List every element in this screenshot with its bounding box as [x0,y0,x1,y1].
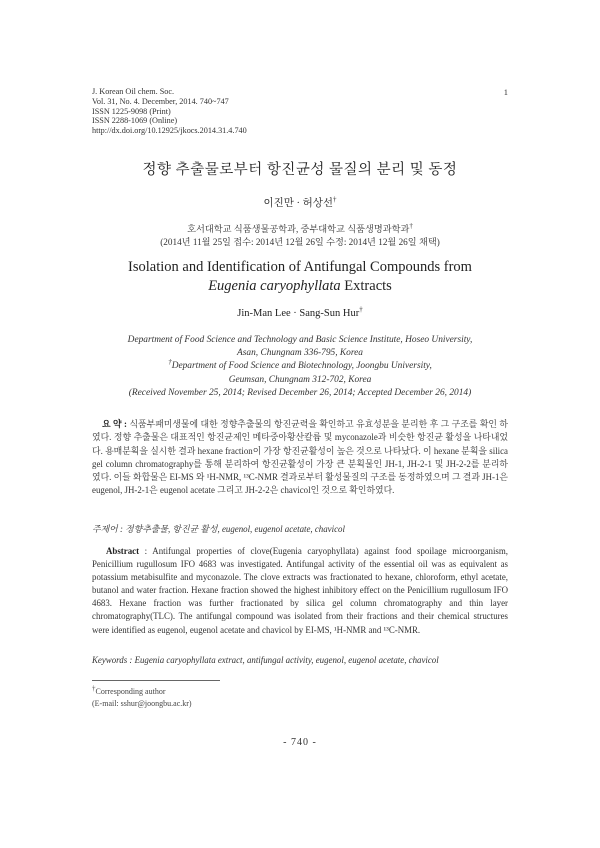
title-korean: 정향 추출물로부터 항진균성 물질의 분리 및 동정 [142,162,458,178]
abstract-korean [92,418,508,498]
issn-print: ISSN 1225-9098 (Print) [92,106,171,116]
affiliation-en-mark: † [168,358,172,367]
affiliation-en-line2: Asan, Chungnam 336-795, Korea [237,348,363,359]
issn-online: ISSN 2288-1069 (Online) [92,116,178,126]
affiliation-en-line3: Department of Food Science and Biotechnology, Joongbu University, [171,361,432,372]
affiliation-korean [0,223,600,248]
affiliation-en-line4: Geumsan, Chungnam 312-702, Korea [228,374,372,385]
footnote-mark: † [92,684,96,693]
keywords-english: Keywords : Eugenia caryophyllata extract, antifungal activity, eugenol, eugenol acetate, chavicol [92,655,439,665]
title-english-line1: Isolation and Identification of Antifungal Compounds from [128,259,472,275]
authors-korean [0,195,600,210]
abstract-korean-label: 요 약 : [102,419,128,429]
keywords-korean: 주제어 : 정향추출물, 항진균 활성, eugenol, eugenol acetate, chavicol [92,524,345,534]
affiliation-korean-line: 호서대학교 식품생물공학과, 중부대학교 식품생명과학과 [187,224,410,234]
affiliation-english [0,334,600,400]
title-english-rest: Extracts [340,278,392,294]
affiliation-mark: † [409,221,413,230]
authors-korean-names: 이진만 · 허상선 [263,198,334,209]
footnote-corresponding: Corresponding author [95,687,166,696]
footnote-divider [92,680,220,681]
dates-korean: (2014년 11월 25일 접수: 2014년 12월 26일 수정: 2014년 12월 26일 채택) [160,236,440,247]
title-english-species: Eugenia caryophyllata [208,278,341,294]
abstract-english-text: : Antifungal properties of clove(Eugenia caryophyllata) against food spoilage microorganism, Penicillium rugullosum IFO 4683 was investigated. Antifungal activity of the essential oil was as equivalent as potassium metabisulfite and myconazole. The clove extracts was fractionated to hexane, chloroform, ethyl acetate, butanol and water fraction. Hexane fraction showed the highest inhibitory effect on the Penicillium rugullosum IFO 4683. Hexane fraction was further fractionated by silica gel column chromatography and thin layer chromatography(TLC). The antifungal compound was isolated from their fractions and their chemical structures were identified as eugenol, eugenol acetate and chavicol by EI-MS, ¹H-NMR and ¹³C-NMR. [92,546,508,635]
abstract-english-label: Abstract [106,546,140,556]
doi-link[interactable]: http://dx.doi.org/10.12925/jkocs.2014.31.4.740 [92,126,247,136]
journal-name: J. Korean Oil chem. Soc. [92,87,175,96]
page-footer-number: - 740 - [283,737,317,748]
journal-volume: Vol. 31, No. 4. December, 2014. 740~747 [92,96,229,106]
dates-english: (Received November 25, 2014; Revised December 26, 2014; Accepted December 26, 2014) [128,387,472,398]
corresponding-mark-en: † [359,305,363,314]
authors-english [0,305,600,319]
authors-english-names: Jin-Man Lee · Sang-Sun Hur [237,308,360,319]
page-number-top: 1 [503,87,508,97]
title-english [0,258,600,296]
abstract-korean-text: 식품부패미생물에 대한 정향추출물의 항진균력을 확인하고 유효성분을 분리한 후 그 구조를 확인 하였다. 정향 추출물은 대표적인 항진균제인 메타중아황산칼륨 및 myconazole과 비슷한 항진균 활성을 나타내었다. 용매분획을 실시한 결과 hexane fraction이 가장 항진균활성이 높은 것으로 나타났다. 이 hexane 분획을 silica gel column chromatography를 통해 분리하여 항진균활성이 가장 큰 분획물인 JH-1, JH-2-1 및 JH-2-2를 분리하였다. 이들 화합물은 EI-MS 와 ¹H-NMR, ¹³C-NMR 결과로부터 활성물질의 구조를 동정하였으며 그 결과 JH-1은 eugenol, JH-2-1은 eugenol acetate 그리고 JH-2-2은 chavicol인 것으로 확인하였다. [92,419,509,496]
footnote [92,686,192,710]
footnote-email[interactable]: (E-mail: sshur@joongbu.ac.kr) [92,698,192,708]
corresponding-mark: † [333,195,337,204]
affiliation-en-line1: Department of Food Science and Technology and Basic Science Institute, Hoseo University, [127,335,473,345]
journal-header [92,87,247,136]
abstract-english [92,545,508,637]
